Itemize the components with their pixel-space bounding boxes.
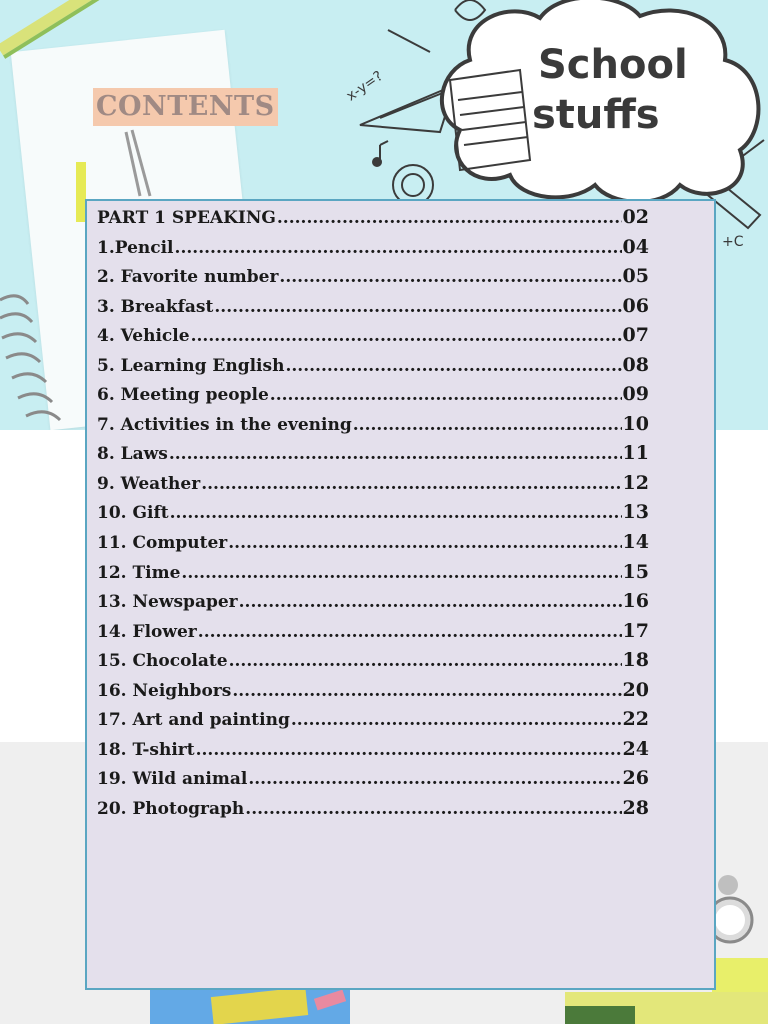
toc-leader-dots [214, 297, 621, 317]
toc-leader-dots [353, 415, 622, 435]
toc-entry-page: 22 [622, 708, 649, 731]
toc-entry-label: 6. Meeting people [97, 385, 269, 406]
toc-entry-page: 24 [622, 737, 649, 760]
toc-entry[interactable] [97, 236, 649, 266]
toc-entry-page: 14 [622, 531, 649, 554]
toc-leader-dots [201, 474, 621, 494]
toc-entry[interactable] [97, 679, 649, 709]
toc-list [97, 206, 649, 826]
toc-entry[interactable] [97, 531, 649, 561]
toc-entry-page: 08 [622, 353, 649, 376]
toc-entry-label: 10. Gift [97, 503, 169, 524]
toc-entry-label: 7. Activities in the evening [97, 414, 352, 435]
toc-leader-dots [229, 651, 622, 671]
toc-entry-page: 13 [622, 501, 649, 524]
toc-entry-page: 15 [622, 560, 649, 583]
pencil-icon [0, 0, 115, 59]
toc-leader-dots [277, 208, 622, 228]
toc-entry-label: 18. T-shirt [97, 739, 195, 760]
toc-entry[interactable] [97, 797, 649, 827]
toc-leader-dots [169, 444, 622, 464]
toc-entry[interactable] [97, 413, 649, 443]
toc-entry[interactable] [97, 295, 649, 325]
toc-entry[interactable] [97, 354, 649, 384]
cloud-title-line1: School [538, 42, 688, 88]
toc-leader-dots [279, 267, 621, 287]
toc-entry-label: PART 1 SPEAKING [97, 208, 276, 228]
toc-leader-dots [175, 238, 622, 258]
toc-entry-label: 16. Neighbors [97, 680, 232, 701]
toc-entry-page: 11 [622, 442, 649, 465]
doodle-equation: x-y=? [343, 68, 387, 105]
toc-leader-dots [245, 799, 621, 819]
toc-entry[interactable] [97, 767, 649, 797]
toc-entry[interactable] [97, 206, 649, 236]
toc-leader-dots [291, 710, 622, 730]
table-of-contents [85, 199, 716, 990]
doodle-plus: +C [722, 234, 744, 250]
toc-entry-page: 20 [622, 678, 649, 701]
toc-entry[interactable] [97, 708, 649, 738]
toc-entry-label: 13. Newspaper [97, 592, 238, 613]
toc-leader-dots [228, 533, 621, 553]
toc-entry-label: 15. Chocolate [97, 651, 228, 672]
toc-entry-page: 06 [622, 294, 649, 317]
folder-icon [150, 987, 350, 1024]
toc-entry-label: 12. Time [97, 562, 181, 583]
toc-entry-label: 17. Art and painting [97, 710, 290, 731]
toc-entry-label: 4. Vehicle [97, 326, 190, 347]
toc-leader-dots [248, 769, 621, 789]
toc-entry-label: 9. Weather [97, 473, 201, 494]
toc-entry-page: 28 [622, 796, 649, 819]
toc-leader-dots [170, 503, 622, 523]
spiral-notebook-icon [0, 296, 60, 420]
toc-entry-page: 02 [622, 206, 649, 228]
toc-entry-page: 09 [622, 383, 649, 406]
toc-entry-label: 8. Laws [97, 444, 168, 465]
toc-entry-label: 14. Flower [97, 621, 197, 642]
toc-entry-page: 04 [622, 235, 649, 258]
toc-entry-page: 18 [622, 649, 649, 672]
cloud-title-line2: stuffs [532, 92, 660, 138]
toc-entry-page: 16 [622, 590, 649, 613]
toc-entry[interactable] [97, 590, 649, 620]
toc-entry-page: 17 [622, 619, 649, 642]
toc-entry[interactable] [97, 442, 649, 472]
toc-entry[interactable] [97, 501, 649, 531]
toc-entry-label: 11. Computer [97, 533, 228, 554]
toc-entry-page: 26 [622, 767, 649, 790]
toc-leader-dots [270, 385, 622, 405]
toc-entry-page: 12 [622, 471, 649, 494]
toc-entry[interactable] [97, 620, 649, 650]
toc-leader-dots [239, 592, 622, 612]
toc-entry[interactable] [97, 738, 649, 768]
toc-entry[interactable] [97, 649, 649, 679]
toc-entry-page: 05 [622, 265, 649, 288]
toc-entry-label: 2. Favorite number [97, 267, 279, 288]
toc-entry-page: 07 [622, 324, 649, 347]
toc-leader-dots [285, 356, 621, 376]
contents-title: CONTENTS [93, 88, 278, 126]
toc-entry-label: 1.Pencil [97, 237, 174, 258]
compass-icon [126, 130, 150, 196]
toc-entry-label: 19. Wild animal [97, 769, 248, 790]
toc-entry-label: 3. Breakfast [97, 296, 214, 317]
toc-entry[interactable] [97, 265, 649, 295]
toc-leader-dots [181, 563, 621, 583]
toc-entry[interactable] [97, 324, 649, 354]
toc-entry[interactable] [97, 383, 649, 413]
toc-entry[interactable] [97, 472, 649, 502]
toc-entry-page: 10 [622, 412, 649, 435]
toc-leader-dots [191, 326, 622, 346]
toc-leader-dots [196, 740, 622, 760]
toc-leader-dots [232, 681, 621, 701]
toc-entry-label: 20. Photograph [97, 798, 245, 819]
toc-leader-dots [198, 622, 622, 642]
toc-entry[interactable] [97, 561, 649, 591]
toc-entry-label: 5. Learning English [97, 355, 285, 376]
